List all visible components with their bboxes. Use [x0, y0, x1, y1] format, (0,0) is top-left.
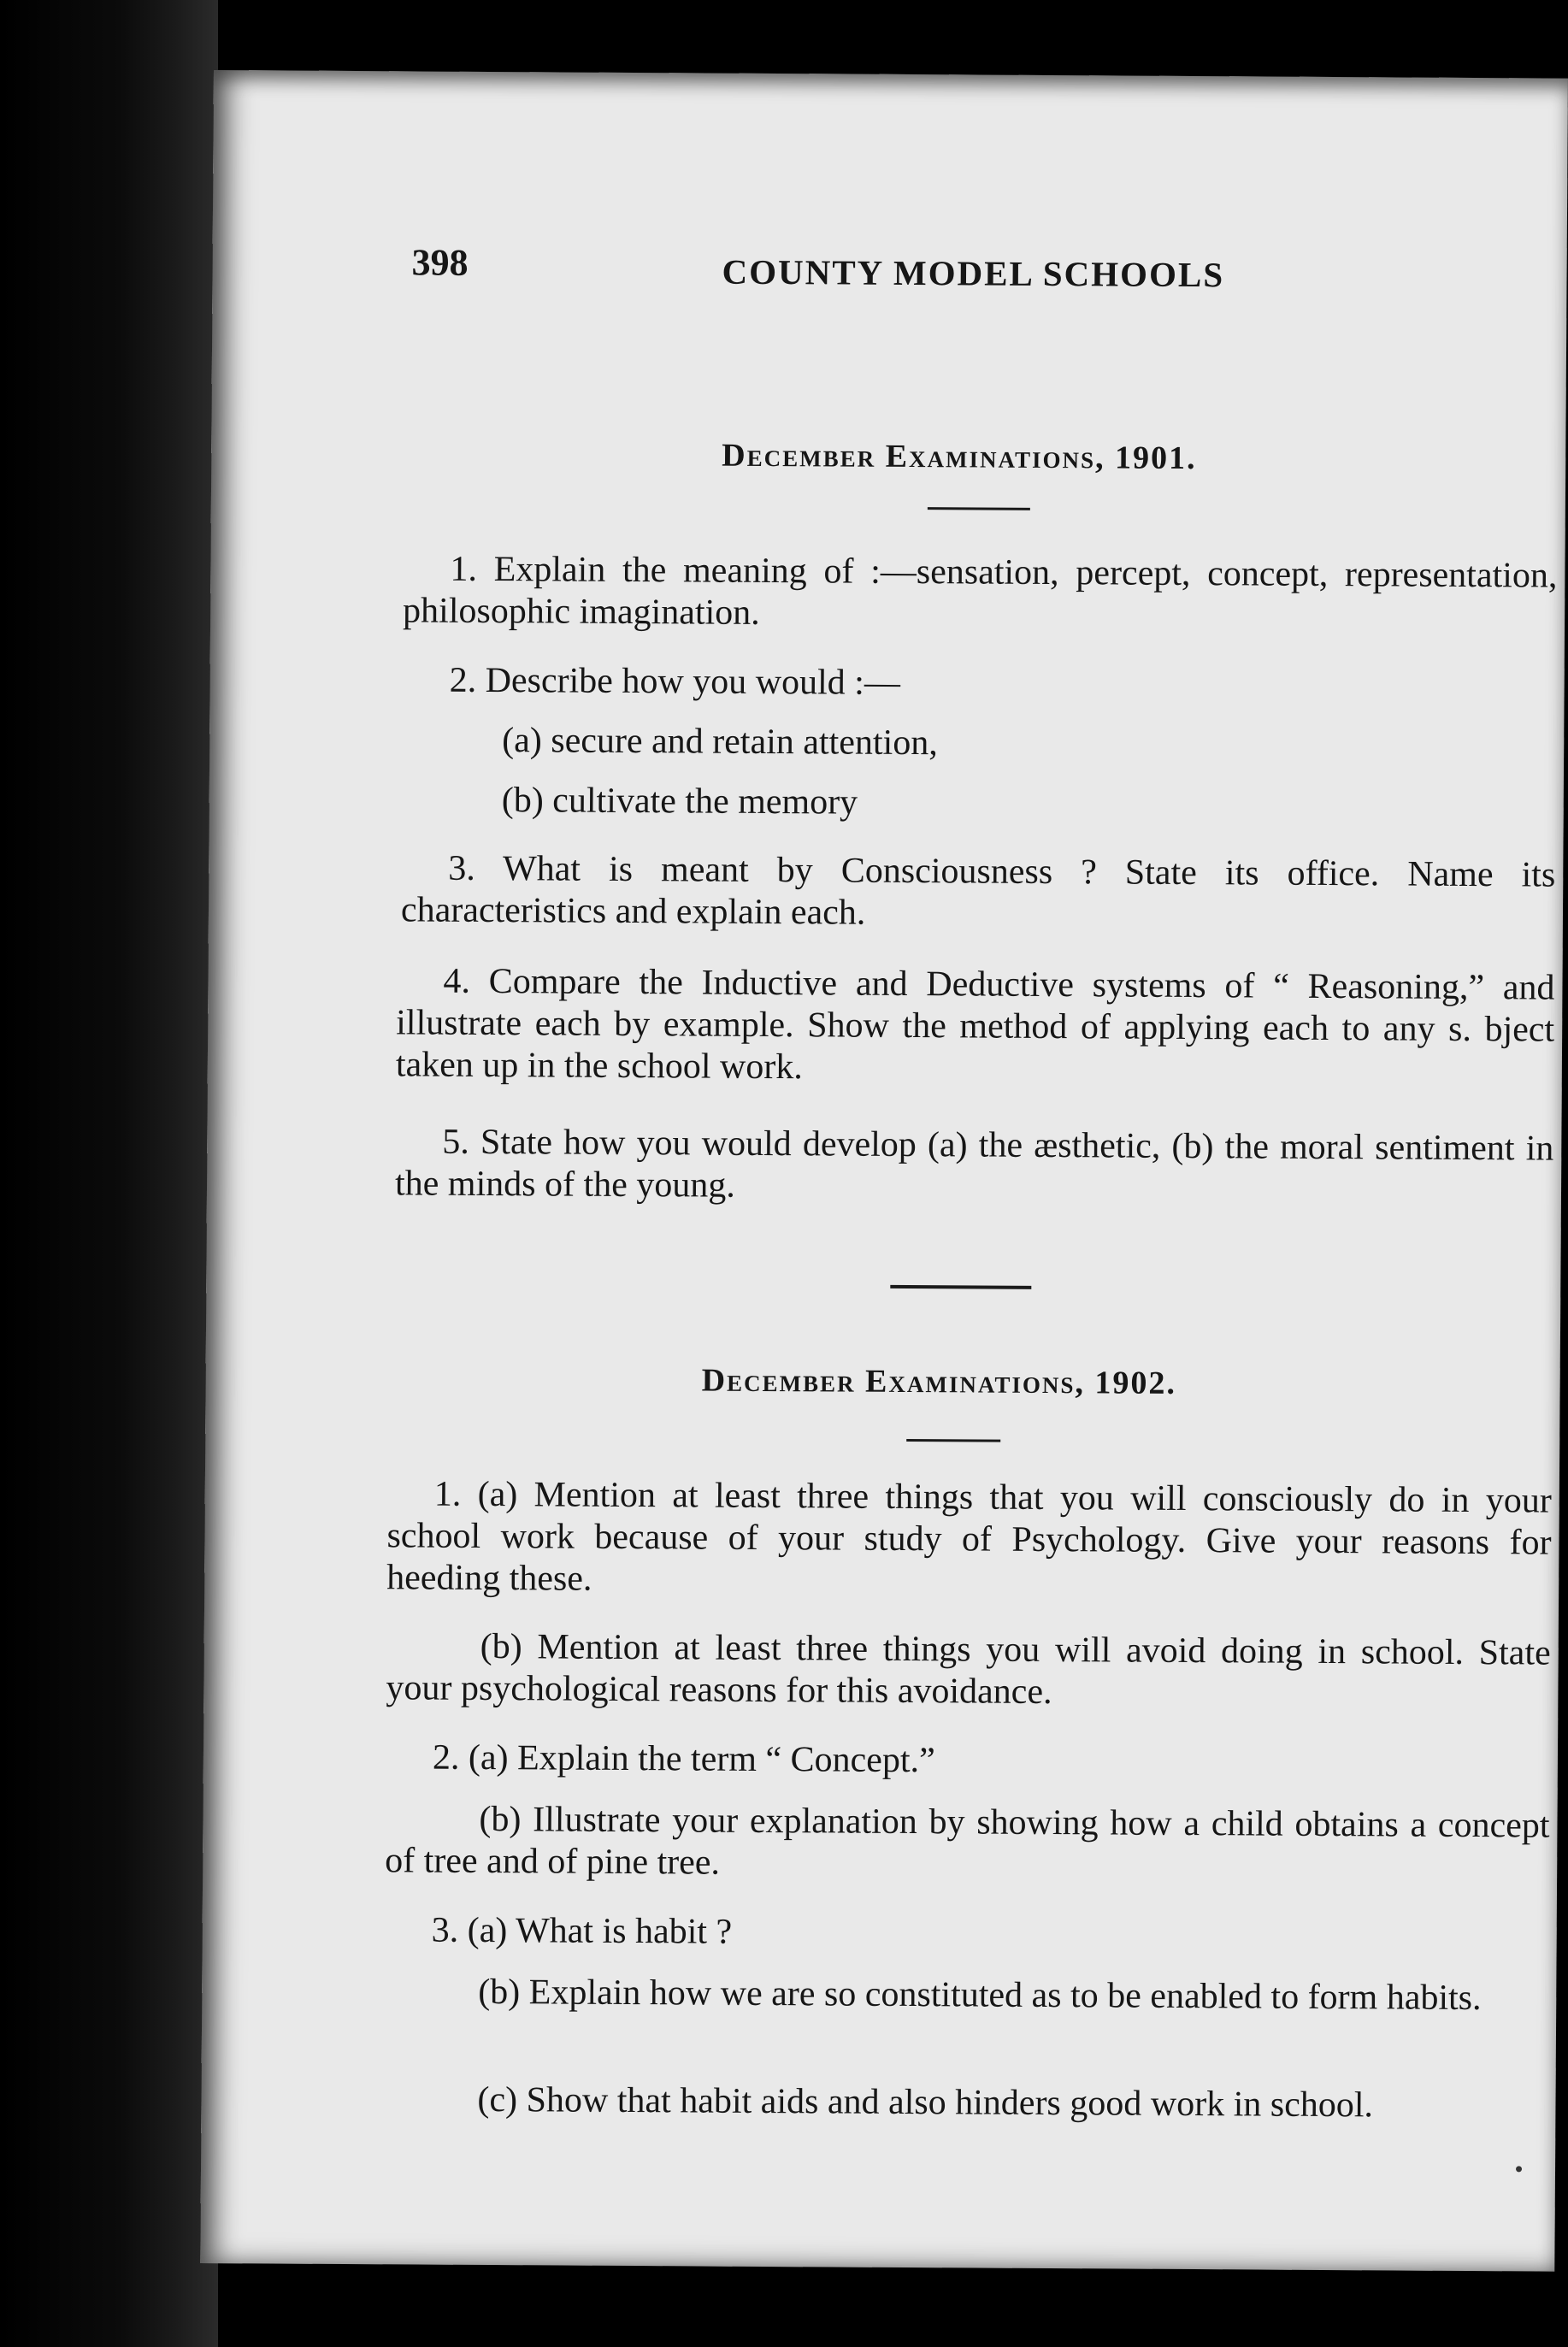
ink-speck: [1516, 2166, 1522, 2172]
question-1902-3b: (b) Explain how we are so constituted as to be enabled to form habits.: [478, 1972, 1482, 2019]
question-1901-5: 5. State how you would develop (a) the æsthetic, (b) the moral sentiment in the minds of the young.: [394, 1122, 1554, 1206]
question-1901-1: 1. Explain the meaning of :—sensation, percept, concept, representation, philosophic imagination.: [403, 549, 1558, 633]
page-number: 398: [411, 241, 469, 284]
question-1902-2b: (b) Illustrate your explanation by showing how a child obtains a concept of tree and of pine tree.: [385, 1799, 1550, 1883]
running-head: COUNTY MODEL SCHOOLS: [722, 251, 1225, 295]
question-1902-1a: 1. (a) Mention at least three things that you will consciously do in your school work because of your study of Psychology. Give your reasons for heeding these.: [386, 1474, 1552, 1599]
section-heading-1902: December Examinations, 1902.: [701, 1362, 1177, 1401]
short-rule-1902: [906, 1439, 1000, 1442]
question-1901-2a: (a) secure and retain attention,: [502, 721, 938, 764]
short-rule: [928, 507, 1030, 510]
section-divider-rule: [890, 1285, 1031, 1289]
question-1901-3: 3. What is meant by Consciousness ? State its office. Name its characteristics and explain each.: [400, 848, 1556, 933]
page-sheet: [200, 70, 1568, 2272]
question-1902-3a: 3. (a) What is habit ?: [431, 1910, 733, 1952]
question-1901-2b: (b) cultivate the memory: [501, 781, 858, 823]
question-1902-1b: (b) Mention at least three things you will avoid doing in school. State your psychological reasons for this avoidance.: [386, 1626, 1551, 1713]
question-1902-3c: (c) Show that habit aids and also hinders good work in school.: [477, 2079, 1374, 2126]
question-1901-4: 4. Compare the Inductive and Deductive systems of “ Reasoning,” and illustrate each by example. Show the method of applying each to any s. bject taken up in the school work.: [395, 961, 1555, 1088]
section-heading-1901: December Examinations, 1901.: [722, 437, 1197, 477]
book-binding-shadow: [0, 0, 218, 2347]
question-1901-2: 2. Describe how you would :—: [449, 660, 901, 703]
question-1902-2a: 2. (a) Explain the term “ Concept.”: [432, 1737, 935, 1781]
